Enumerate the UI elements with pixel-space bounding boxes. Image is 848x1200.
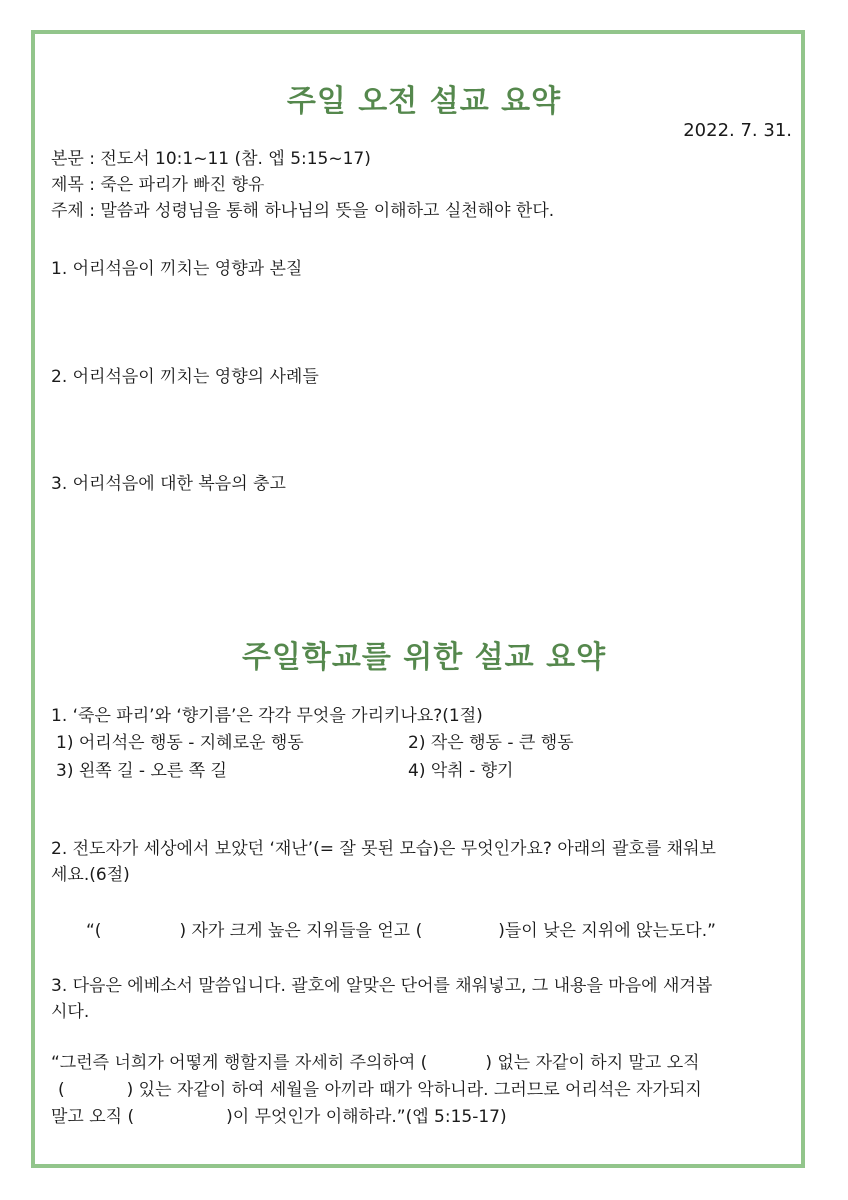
question-2-line-2: 세요.(6절) xyxy=(51,865,130,885)
q3-verse-3-part-b: )이 무엇인가 이해하라.”(엡 5:15-17) xyxy=(226,1107,507,1127)
q3-verse-2-part-a: ( xyxy=(58,1080,65,1100)
question-2-line-1: 2. 전도자가 세상에서 보았던 ‘재난’(= 잘 못된 모습)은 무엇인가요? 아래의 괄호를 채워보 xyxy=(51,839,716,859)
point-3: 3. 어리석음에 대한 복음의 충고 xyxy=(51,474,286,494)
q1-option-1: 1) 어리석은 행동 - 지혜로운 행동 xyxy=(56,733,304,753)
q3-verse-line-1 xyxy=(51,1052,700,1074)
q1-option-2: 2) 작은 행동 - 큰 행동 xyxy=(408,733,574,753)
sunday-school-title: 주일학교를 위한 설교 요약 xyxy=(241,640,607,675)
sermon-subject-line: 제목 : 죽은 파리가 빠진 향유 xyxy=(51,175,265,195)
q2-fill-sentence xyxy=(86,920,716,942)
question-1: 1. ‘죽은 파리’와 ‘향기름’은 각각 무엇을 가리키나요?(1절) xyxy=(51,706,483,726)
q3-verse-3-part-a: 말고 오직 ( xyxy=(51,1107,135,1127)
q3-verse-line-3 xyxy=(51,1106,507,1128)
q2-fill-part-b: ) 자가 크게 높은 지위들을 얻고 ( xyxy=(179,921,423,941)
q3-verse-1-part-a: “그런즉 너희가 어떻게 행할지를 자세히 주의하여 ( xyxy=(51,1053,428,1073)
q1-option-4: 4) 악취 - 향기 xyxy=(408,761,514,781)
scripture-line: 본문 : 전도서 10:1~11 (참. 엡 5:15~17) xyxy=(51,149,371,169)
sermon-summary-title: 주일 오전 설교 요약 xyxy=(286,84,562,119)
question-3-line-2: 시다. xyxy=(51,1002,90,1022)
point-2: 2. 어리석음이 끼치는 영향의 사례들 xyxy=(51,367,319,387)
sermon-date: 2022. 7. 31. xyxy=(683,120,792,141)
sermon-theme-line: 주제 : 말씀과 성령님을 통해 하나님의 뜻을 이해하고 실천해야 한다. xyxy=(51,201,555,221)
q3-verse-line-2 xyxy=(58,1079,702,1101)
q2-fill-part-c: )들이 낮은 지위에 앉는도다.” xyxy=(498,921,716,941)
q3-verse-2-part-b: ) 있는 자같이 하여 세월을 아끼라 때가 악하니라. 그러므로 어리석은 자가되지 xyxy=(126,1080,702,1100)
question-3-line-1: 3. 다음은 에베소서 말씀입니다. 괄호에 알맞은 단어를 채워넣고, 그 내용을 마음에 새겨봅 xyxy=(51,976,713,996)
point-1: 1. 어리석음이 끼치는 영향과 본질 xyxy=(51,259,303,279)
q2-fill-part-a: “( xyxy=(86,921,102,941)
q1-option-3: 3) 왼쪽 길 - 오른 쪽 길 xyxy=(56,761,227,781)
q3-verse-1-part-b: ) 없는 자같이 하지 말고 오직 xyxy=(485,1053,700,1073)
